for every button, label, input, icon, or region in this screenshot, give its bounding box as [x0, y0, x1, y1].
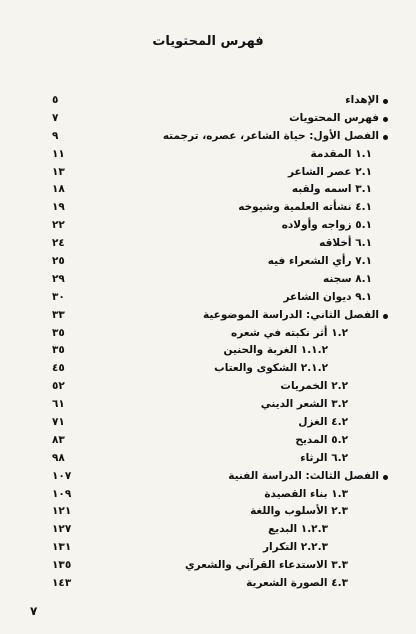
bullet-icon — [383, 314, 388, 319]
toc-entry-page: ٣٣ — [52, 308, 65, 321]
toc-entry-page: ٢٥ — [52, 255, 65, 268]
toc-entry-title: ٣.١ اسمه ولقبه — [291, 183, 372, 196]
toc-entry — [52, 181, 388, 199]
toc-entry-page: ٧ — [52, 111, 59, 124]
toc-entry — [52, 414, 388, 432]
toc-entry-title: ٤.١ نشأته العلمية وشيوخه — [238, 201, 372, 214]
toc-entry-page: ٩ — [52, 129, 59, 142]
toc-entry-title: ٥.١ زواجه وأولاده — [281, 219, 372, 232]
toc-entry-page: ١٢١ — [52, 505, 72, 518]
bullet-icon — [383, 99, 388, 104]
toc-entry-title: ١.٢.٣ البديع — [268, 523, 328, 536]
toc-entry-page: ١٨ — [52, 183, 65, 196]
toc-entry-page: ٣٥ — [52, 344, 65, 357]
toc-entry — [52, 253, 388, 271]
toc-entry — [52, 217, 388, 235]
toc-entry-title: الفصل الثالث: الدراسة الفنية — [228, 469, 379, 482]
toc-entry — [52, 557, 388, 575]
toc-entry-page: ٣٥ — [52, 326, 65, 339]
toc-entry — [52, 575, 388, 593]
toc-entry-page: ٤٥ — [52, 362, 65, 375]
toc-entry — [52, 146, 388, 164]
bullet-icon — [383, 475, 388, 480]
toc-entry-page: ١٤٣ — [52, 577, 72, 590]
toc-entry — [52, 164, 388, 182]
bullet-icon — [383, 117, 388, 122]
toc-entry-title: ١.١ المقدمة — [310, 147, 372, 160]
toc-entry — [52, 289, 388, 307]
toc-entry — [52, 503, 388, 521]
toc-entry — [52, 450, 388, 468]
toc-entry-page: ٨٣ — [52, 433, 65, 446]
toc-entry-title: ٦.٢ الرثاء — [300, 451, 348, 464]
toc-entry-page: ١٠٧ — [52, 469, 72, 482]
toc-entry — [52, 432, 388, 450]
toc-entry — [52, 128, 388, 146]
toc-entry-title: ٩.١ ديوان الشاعر — [283, 290, 372, 303]
toc-entry-title: ٣.٢ الشعر الديني — [260, 398, 348, 411]
toc-entry-page: ٣٠ — [52, 290, 65, 303]
toc-entry-page: ٥٢ — [52, 380, 65, 393]
toc-entry-page: ٢٤ — [52, 237, 65, 250]
bullet-icon — [383, 135, 388, 140]
toc-entry-title: ٧.١ رأي الشعراء فيه — [267, 255, 372, 268]
toc-entry — [52, 235, 388, 253]
toc-entry — [52, 396, 388, 414]
toc-entry-page: ١١ — [52, 147, 65, 160]
table-of-contents — [52, 92, 388, 593]
toc-entry-title: الإهداء — [345, 94, 379, 106]
toc-entry-title: الفصل الأول: حياة الشاعر، عصره، ترجمته — [162, 129, 379, 142]
toc-entry-title: ٤.٢ الغزل — [298, 416, 348, 429]
toc-entry-page: ٢٢ — [52, 219, 65, 232]
toc-entry — [52, 92, 388, 110]
page-number: ٧ — [30, 604, 38, 618]
toc-entry-title: ٦.١ أخلاقه — [319, 237, 372, 250]
toc-entry — [52, 378, 388, 396]
toc-entry — [52, 360, 388, 378]
toc-entry-title: ٨.١ سجنه — [322, 272, 372, 285]
toc-entry-title: ٣.٣ الاستدعاء القرآني والشعري — [185, 559, 348, 572]
toc-entry-title: ٢.١.٢ الشكوى والعتاب — [214, 362, 328, 375]
toc-entry-title: ٢.٣ الأسلوب واللغة — [250, 505, 348, 518]
toc-entry-page: ١٣ — [52, 165, 65, 178]
toc-entry — [52, 271, 388, 289]
toc-entry-title: ١.٢ أثر نكبته في شعره — [231, 326, 348, 339]
toc-entry-title: ٤.٣ الصورة الشعرية — [246, 577, 348, 590]
toc-entry-title: ١.١.٢ الغربة والحنين — [223, 344, 328, 357]
toc-entry-title: ٢.٢.٣ التكرار — [263, 541, 328, 554]
toc-entry-page: ٢٩ — [52, 272, 65, 285]
toc-entry-page: ٦١ — [52, 398, 65, 411]
toc-entry — [52, 486, 388, 504]
toc-entry-title: ٥.٢ المديح — [295, 433, 348, 446]
toc-entry-page: ٧١ — [52, 416, 65, 429]
toc-entry — [52, 110, 388, 128]
toc-entry — [52, 521, 388, 539]
toc-entry-title: الفصل الثاني: الدراسة الموضوعية — [203, 308, 379, 321]
toc-entry-page: ١٣٥ — [52, 559, 72, 572]
toc-entry-title: ١.٣ بناء القصيدة — [264, 487, 348, 500]
toc-entry-title: ٢.١ عصر الشاعر — [287, 165, 372, 178]
toc-entry-page: ١٣١ — [52, 541, 72, 554]
toc-entry-page: ١٩ — [52, 201, 65, 214]
toc-entry — [52, 342, 388, 360]
toc-entry-page: ٥ — [52, 94, 59, 106]
toc-entry-title: فهرس المحتويات — [289, 111, 379, 124]
toc-entry — [52, 539, 388, 557]
page-title: فهرس المحتويات — [152, 34, 264, 49]
toc-entry-page: ٩٨ — [52, 451, 65, 464]
toc-entry-title: ٢.٢ الخمريات — [280, 380, 348, 393]
toc-entry — [52, 199, 388, 217]
toc-entry — [52, 468, 388, 486]
toc-entry — [52, 325, 388, 343]
toc-entry-page: ١٢٧ — [52, 523, 72, 536]
toc-entry-page: ١٠٩ — [52, 487, 72, 500]
toc-entry — [52, 307, 388, 325]
